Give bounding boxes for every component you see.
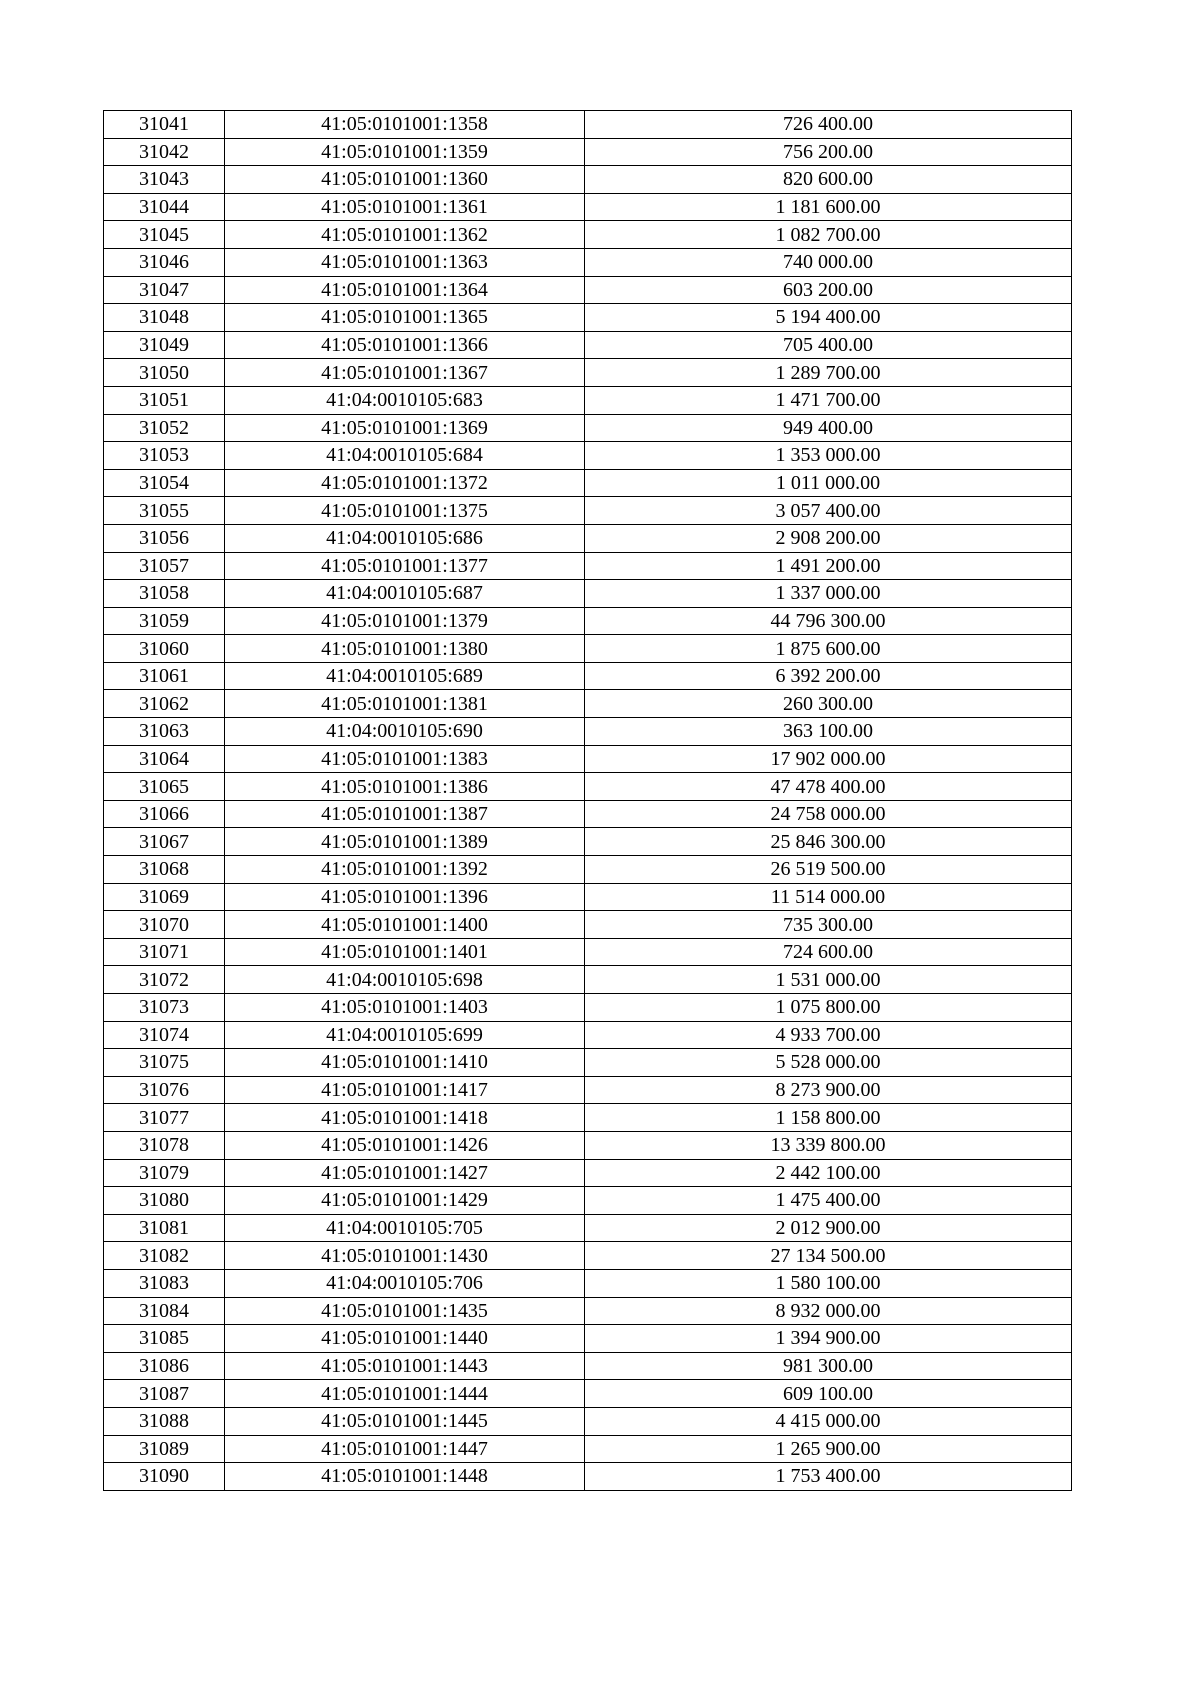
table-row xyxy=(104,497,1072,525)
table-row xyxy=(104,331,1072,359)
row-number-cell: 31057 xyxy=(104,552,225,580)
cadastral-value-cell: 27 134 500.00 xyxy=(585,1242,1072,1270)
cadastral-number-cell: 41:05:0101001:1365 xyxy=(225,304,585,332)
table-row xyxy=(104,911,1072,939)
row-number-cell: 31067 xyxy=(104,828,225,856)
table-row xyxy=(104,828,1072,856)
cadastral-value-cell: 25 846 300.00 xyxy=(585,828,1072,856)
cadastral-number-cell: 41:05:0101001:1380 xyxy=(225,635,585,663)
cadastral-number-cell: 41:05:0101001:1435 xyxy=(225,1297,585,1325)
table-row xyxy=(104,111,1072,139)
row-number-cell: 31090 xyxy=(104,1463,225,1491)
cadastral-number-cell: 41:05:0101001:1417 xyxy=(225,1076,585,1104)
cadastral-value-cell: 4 415 000.00 xyxy=(585,1407,1072,1435)
row-number-cell: 31066 xyxy=(104,800,225,828)
cadastral-number-cell: 41:04:0010105:689 xyxy=(225,662,585,690)
cadastral-value-cell: 1 753 400.00 xyxy=(585,1463,1072,1491)
cadastral-value-cell: 1 531 000.00 xyxy=(585,966,1072,994)
table-row xyxy=(104,193,1072,221)
cadastral-number-cell: 41:05:0101001:1440 xyxy=(225,1325,585,1353)
row-number-cell: 31072 xyxy=(104,966,225,994)
cadastral-value-cell: 1 181 600.00 xyxy=(585,193,1072,221)
cadastral-value-cell: 4 933 700.00 xyxy=(585,1021,1072,1049)
cadastral-number-cell: 41:04:0010105:683 xyxy=(225,386,585,414)
row-number-cell: 31052 xyxy=(104,414,225,442)
cadastral-number-cell: 41:05:0101001:1401 xyxy=(225,938,585,966)
cadastral-value-cell: 8 932 000.00 xyxy=(585,1297,1072,1325)
cadastral-number-cell: 41:05:0101001:1445 xyxy=(225,1407,585,1435)
table-row xyxy=(104,1214,1072,1242)
cadastral-value-cell: 13 339 800.00 xyxy=(585,1131,1072,1159)
cadastral-value-cell: 1 337 000.00 xyxy=(585,580,1072,608)
row-number-cell: 31087 xyxy=(104,1380,225,1408)
cadastral-number-cell: 41:05:0101001:1392 xyxy=(225,856,585,884)
table-row xyxy=(104,662,1072,690)
table-row xyxy=(104,994,1072,1022)
table-row xyxy=(104,138,1072,166)
table-row xyxy=(104,1325,1072,1353)
row-number-cell: 31045 xyxy=(104,221,225,249)
row-number-cell: 31050 xyxy=(104,359,225,387)
cadastral-value-cell: 1 491 200.00 xyxy=(585,552,1072,580)
cadastral-number-cell: 41:05:0101001:1383 xyxy=(225,745,585,773)
cadastral-number-cell: 41:05:0101001:1396 xyxy=(225,883,585,911)
table-row xyxy=(104,469,1072,497)
cadastral-number-cell: 41:04:0010105:687 xyxy=(225,580,585,608)
row-number-cell: 31047 xyxy=(104,276,225,304)
table-row xyxy=(104,745,1072,773)
cadastral-value-cell: 1 475 400.00 xyxy=(585,1187,1072,1215)
cadastral-number-cell: 41:05:0101001:1363 xyxy=(225,248,585,276)
table-row xyxy=(104,1159,1072,1187)
cadastral-number-cell: 41:04:0010105:686 xyxy=(225,524,585,552)
cadastral-value-cell: 260 300.00 xyxy=(585,690,1072,718)
row-number-cell: 31058 xyxy=(104,580,225,608)
row-number-cell: 31080 xyxy=(104,1187,225,1215)
cadastral-number-cell: 41:05:0101001:1372 xyxy=(225,469,585,497)
table-body xyxy=(104,111,1072,1491)
row-number-cell: 31073 xyxy=(104,994,225,1022)
row-number-cell: 31088 xyxy=(104,1407,225,1435)
table-row xyxy=(104,938,1072,966)
cadastral-number-cell: 41:04:0010105:706 xyxy=(225,1269,585,1297)
table-row xyxy=(104,690,1072,718)
row-number-cell: 31086 xyxy=(104,1352,225,1380)
row-number-cell: 31055 xyxy=(104,497,225,525)
cadastral-number-cell: 41:04:0010105:699 xyxy=(225,1021,585,1049)
table-row xyxy=(104,1242,1072,1270)
cadastral-value-cell: 3 057 400.00 xyxy=(585,497,1072,525)
cadastral-number-cell: 41:05:0101001:1362 xyxy=(225,221,585,249)
row-number-cell: 31089 xyxy=(104,1435,225,1463)
table-row xyxy=(104,718,1072,746)
cadastral-value-table xyxy=(103,110,1072,1491)
row-number-cell: 31084 xyxy=(104,1297,225,1325)
row-number-cell: 31069 xyxy=(104,883,225,911)
row-number-cell: 31042 xyxy=(104,138,225,166)
table-row xyxy=(104,1021,1072,1049)
cadastral-number-cell: 41:05:0101001:1444 xyxy=(225,1380,585,1408)
cadastral-value-cell: 724 600.00 xyxy=(585,938,1072,966)
cadastral-value-cell: 363 100.00 xyxy=(585,718,1072,746)
cadastral-value-cell: 26 519 500.00 xyxy=(585,856,1072,884)
cadastral-value-cell: 949 400.00 xyxy=(585,414,1072,442)
row-number-cell: 31076 xyxy=(104,1076,225,1104)
cadastral-value-cell: 609 100.00 xyxy=(585,1380,1072,1408)
cadastral-number-cell: 41:05:0101001:1418 xyxy=(225,1104,585,1132)
cadastral-value-cell: 1 265 900.00 xyxy=(585,1435,1072,1463)
row-number-cell: 31077 xyxy=(104,1104,225,1132)
cadastral-number-cell: 41:05:0101001:1377 xyxy=(225,552,585,580)
cadastral-number-cell: 41:05:0101001:1443 xyxy=(225,1352,585,1380)
cadastral-value-cell: 1 158 800.00 xyxy=(585,1104,1072,1132)
row-number-cell: 31059 xyxy=(104,607,225,635)
cadastral-value-cell: 6 392 200.00 xyxy=(585,662,1072,690)
table-row xyxy=(104,1269,1072,1297)
cadastral-value-cell: 2 908 200.00 xyxy=(585,524,1072,552)
row-number-cell: 31085 xyxy=(104,1325,225,1353)
cadastral-number-cell: 41:05:0101001:1403 xyxy=(225,994,585,1022)
cadastral-number-cell: 41:05:0101001:1400 xyxy=(225,911,585,939)
cadastral-value-cell: 1 082 700.00 xyxy=(585,221,1072,249)
table-row xyxy=(104,580,1072,608)
cadastral-number-cell: 41:05:0101001:1426 xyxy=(225,1131,585,1159)
cadastral-number-cell: 41:05:0101001:1389 xyxy=(225,828,585,856)
cadastral-value-cell: 726 400.00 xyxy=(585,111,1072,139)
row-number-cell: 31062 xyxy=(104,690,225,718)
row-number-cell: 31071 xyxy=(104,938,225,966)
table-row xyxy=(104,1380,1072,1408)
row-number-cell: 31056 xyxy=(104,524,225,552)
cadastral-value-cell: 47 478 400.00 xyxy=(585,773,1072,801)
row-number-cell: 31049 xyxy=(104,331,225,359)
cadastral-number-cell: 41:05:0101001:1410 xyxy=(225,1049,585,1077)
row-number-cell: 31083 xyxy=(104,1269,225,1297)
cadastral-value-cell: 820 600.00 xyxy=(585,166,1072,194)
row-number-cell: 31063 xyxy=(104,718,225,746)
row-number-cell: 31044 xyxy=(104,193,225,221)
table-row xyxy=(104,1104,1072,1132)
cadastral-value-cell: 2 012 900.00 xyxy=(585,1214,1072,1242)
row-number-cell: 31060 xyxy=(104,635,225,663)
table-row xyxy=(104,1297,1072,1325)
table-row xyxy=(104,1076,1072,1104)
cadastral-value-cell: 740 000.00 xyxy=(585,248,1072,276)
row-number-cell: 31051 xyxy=(104,386,225,414)
table-row xyxy=(104,442,1072,470)
cadastral-number-cell: 41:05:0101001:1387 xyxy=(225,800,585,828)
cadastral-value-cell: 705 400.00 xyxy=(585,331,1072,359)
cadastral-value-cell: 756 200.00 xyxy=(585,138,1072,166)
cadastral-value-cell: 11 514 000.00 xyxy=(585,883,1072,911)
table-row xyxy=(104,1407,1072,1435)
cadastral-number-cell: 41:05:0101001:1358 xyxy=(225,111,585,139)
table-row xyxy=(104,800,1072,828)
cadastral-value-cell: 1 289 700.00 xyxy=(585,359,1072,387)
table-row xyxy=(104,552,1072,580)
table-row xyxy=(104,607,1072,635)
cadastral-value-cell: 981 300.00 xyxy=(585,1352,1072,1380)
row-number-cell: 31065 xyxy=(104,773,225,801)
cadastral-value-cell: 1 353 000.00 xyxy=(585,442,1072,470)
table-row xyxy=(104,221,1072,249)
cadastral-number-cell: 41:04:0010105:690 xyxy=(225,718,585,746)
cadastral-value-cell: 1 471 700.00 xyxy=(585,386,1072,414)
cadastral-value-cell: 44 796 300.00 xyxy=(585,607,1072,635)
row-number-cell: 31068 xyxy=(104,856,225,884)
cadastral-number-cell: 41:05:0101001:1361 xyxy=(225,193,585,221)
cadastral-value-cell: 8 273 900.00 xyxy=(585,1076,1072,1104)
cadastral-value-cell: 1 075 800.00 xyxy=(585,994,1072,1022)
table-row xyxy=(104,1049,1072,1077)
table-row xyxy=(104,414,1072,442)
cadastral-value-cell: 5 194 400.00 xyxy=(585,304,1072,332)
cadastral-value-cell: 735 300.00 xyxy=(585,911,1072,939)
table-row xyxy=(104,166,1072,194)
cadastral-number-cell: 41:05:0101001:1375 xyxy=(225,497,585,525)
cadastral-number-cell: 41:05:0101001:1379 xyxy=(225,607,585,635)
cadastral-value-cell: 5 528 000.00 xyxy=(585,1049,1072,1077)
cadastral-value-cell: 1 011 000.00 xyxy=(585,469,1072,497)
row-number-cell: 31053 xyxy=(104,442,225,470)
table-row xyxy=(104,1352,1072,1380)
cadastral-value-cell: 1 580 100.00 xyxy=(585,1269,1072,1297)
cadastral-value-cell: 24 758 000.00 xyxy=(585,800,1072,828)
table-row xyxy=(104,524,1072,552)
cadastral-number-cell: 41:05:0101001:1427 xyxy=(225,1159,585,1187)
cadastral-number-cell: 41:05:0101001:1359 xyxy=(225,138,585,166)
table-row xyxy=(104,359,1072,387)
table-row xyxy=(104,276,1072,304)
row-number-cell: 31046 xyxy=(104,248,225,276)
table-row xyxy=(104,1131,1072,1159)
table-row xyxy=(104,856,1072,884)
table-row xyxy=(104,1187,1072,1215)
table-row xyxy=(104,1435,1072,1463)
cadastral-number-cell: 41:04:0010105:698 xyxy=(225,966,585,994)
row-number-cell: 31075 xyxy=(104,1049,225,1077)
cadastral-value-cell: 2 442 100.00 xyxy=(585,1159,1072,1187)
row-number-cell: 31074 xyxy=(104,1021,225,1049)
table-row xyxy=(104,635,1072,663)
cadastral-value-cell: 603 200.00 xyxy=(585,276,1072,304)
table-row xyxy=(104,248,1072,276)
cadastral-number-cell: 41:05:0101001:1430 xyxy=(225,1242,585,1270)
cadastral-number-cell: 41:05:0101001:1369 xyxy=(225,414,585,442)
cadastral-number-cell: 41:05:0101001:1366 xyxy=(225,331,585,359)
cadastral-value-cell: 1 394 900.00 xyxy=(585,1325,1072,1353)
cadastral-value-cell: 17 902 000.00 xyxy=(585,745,1072,773)
table-row xyxy=(104,883,1072,911)
row-number-cell: 31061 xyxy=(104,662,225,690)
cadastral-number-cell: 41:05:0101001:1360 xyxy=(225,166,585,194)
row-number-cell: 31043 xyxy=(104,166,225,194)
table-row xyxy=(104,966,1072,994)
row-number-cell: 31079 xyxy=(104,1159,225,1187)
table-row xyxy=(104,1463,1072,1491)
cadastral-number-cell: 41:04:0010105:705 xyxy=(225,1214,585,1242)
cadastral-number-cell: 41:05:0101001:1367 xyxy=(225,359,585,387)
row-number-cell: 31078 xyxy=(104,1131,225,1159)
cadastral-number-cell: 41:05:0101001:1364 xyxy=(225,276,585,304)
cadastral-number-cell: 41:05:0101001:1448 xyxy=(225,1463,585,1491)
row-number-cell: 31081 xyxy=(104,1214,225,1242)
row-number-cell: 31054 xyxy=(104,469,225,497)
cadastral-number-cell: 41:05:0101001:1381 xyxy=(225,690,585,718)
cadastral-number-cell: 41:04:0010105:684 xyxy=(225,442,585,470)
row-number-cell: 31064 xyxy=(104,745,225,773)
table-row xyxy=(104,386,1072,414)
row-number-cell: 31070 xyxy=(104,911,225,939)
row-number-cell: 31041 xyxy=(104,111,225,139)
cadastral-value-cell: 1 875 600.00 xyxy=(585,635,1072,663)
table-row xyxy=(104,773,1072,801)
row-number-cell: 31048 xyxy=(104,304,225,332)
cadastral-number-cell: 41:05:0101001:1429 xyxy=(225,1187,585,1215)
row-number-cell: 31082 xyxy=(104,1242,225,1270)
table-row xyxy=(104,304,1072,332)
cadastral-number-cell: 41:05:0101001:1447 xyxy=(225,1435,585,1463)
cadastral-number-cell: 41:05:0101001:1386 xyxy=(225,773,585,801)
